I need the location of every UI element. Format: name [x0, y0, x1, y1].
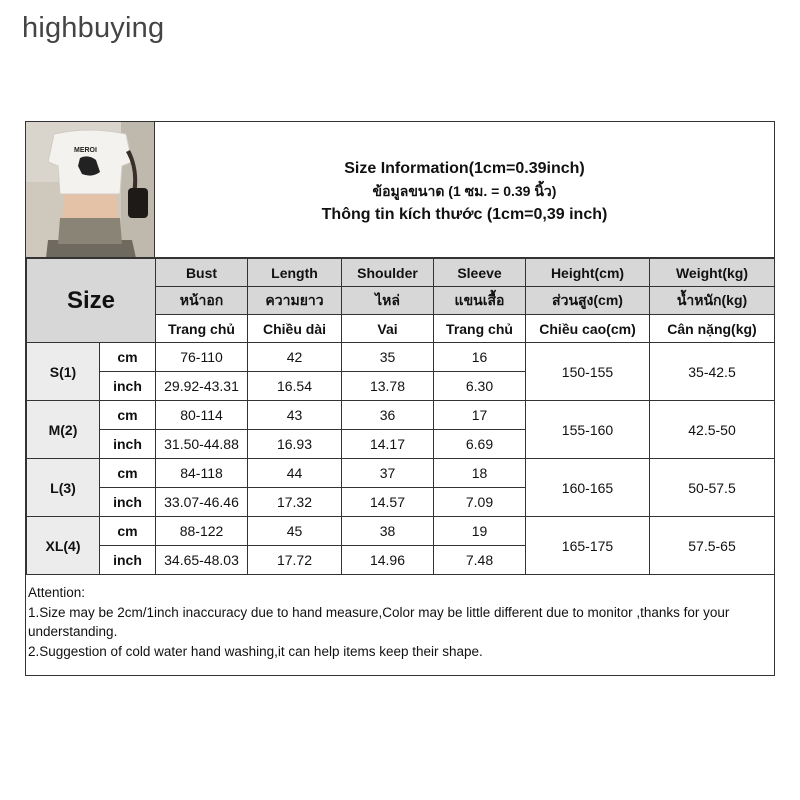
sleeve-value: 19	[434, 517, 526, 546]
unit-label: cm	[100, 343, 156, 372]
bust-value: 33.07-46.46	[156, 488, 248, 517]
height-value: 165-175	[526, 517, 650, 575]
col-header-height-en: Height(cm)	[526, 259, 650, 287]
size-label: L(3)	[27, 459, 100, 517]
height-value: 155-160	[526, 401, 650, 459]
unit-label: inch	[100, 430, 156, 459]
bust-value: 34.65-48.03	[156, 546, 248, 575]
unit-label: cm	[100, 459, 156, 488]
attention-note-2: 2.Suggestion of cold water hand washing,it can help items keep their shape.	[28, 643, 483, 659]
shoulder-value: 38	[342, 517, 434, 546]
weight-value: 57.5-65	[650, 517, 775, 575]
col-header-sleeve-en: Sleeve	[434, 259, 526, 287]
shoulder-value: 14.57	[342, 488, 434, 517]
shoulder-value: 36	[342, 401, 434, 430]
col-header-length-th: ความยาว	[248, 287, 342, 315]
shoulder-value: 14.17	[342, 430, 434, 459]
sleeve-value: 17	[434, 401, 526, 430]
shoulder-value: 37	[342, 459, 434, 488]
weight-value: 35-42.5	[650, 343, 775, 401]
length-value: 42	[248, 343, 342, 372]
col-header-height-vi: Chiều cao(cm)	[526, 315, 650, 343]
weight-value: 50-57.5	[650, 459, 775, 517]
size-label: M(2)	[27, 401, 100, 459]
unit-label: inch	[100, 546, 156, 575]
col-header-shoulder-th: ไหล่	[342, 287, 434, 315]
sleeve-value: 7.48	[434, 546, 526, 575]
bust-value: 84-118	[156, 459, 248, 488]
size-label: S(1)	[27, 343, 100, 401]
heading-english: Size Information(1cm=0.39inch)	[344, 160, 585, 177]
col-header-height-th: ส่วนสูง(cm)	[526, 287, 650, 315]
sleeve-value: 6.30	[434, 372, 526, 401]
size-chart	[25, 121, 775, 676]
col-header-sleeve-vi: Trang chủ	[434, 315, 526, 343]
sleeve-value: 16	[434, 343, 526, 372]
length-value: 43	[248, 401, 342, 430]
model-photo-illustration	[26, 122, 155, 258]
watermark-text: highbuying	[22, 12, 165, 44]
size-header: Size	[27, 259, 156, 343]
table-row	[27, 517, 775, 546]
unit-label: cm	[100, 401, 156, 430]
table-row	[27, 459, 775, 488]
length-value: 16.54	[248, 372, 342, 401]
length-value: 16.93	[248, 430, 342, 459]
heading-vietnamese: Thông tin kích thước (1cm=0,39 inch)	[321, 206, 608, 223]
size-label: XL(4)	[27, 517, 100, 575]
attention-note-1: 1.Size may be 2cm/1inch inaccuracy due to hand measure,Color may be little different due to monitor ,thanks for your understanding.	[28, 604, 730, 639]
attention-notes	[28, 583, 772, 661]
col-header-weight-vi: Cân nặng(kg)	[650, 315, 775, 343]
length-value: 44	[248, 459, 342, 488]
attention-title: Attention:	[28, 585, 86, 600]
col-header-shoulder-vi: Vai	[342, 315, 434, 343]
bust-value: 76-110	[156, 343, 248, 372]
bust-value: 31.50-44.88	[156, 430, 248, 459]
shoulder-value: 35	[342, 343, 434, 372]
length-value: 45	[248, 517, 342, 546]
bust-value: 29.92-43.31	[156, 372, 248, 401]
weight-value: 42.5-50	[650, 401, 775, 459]
table-row	[27, 401, 775, 430]
col-header-sleeve-th: แขนเสื้อ	[434, 287, 526, 315]
height-value: 150-155	[526, 343, 650, 401]
shoulder-value: 13.78	[342, 372, 434, 401]
sleeve-value: 18	[434, 459, 526, 488]
unit-label: inch	[100, 488, 156, 517]
shoulder-value: 14.96	[342, 546, 434, 575]
length-value: 17.32	[248, 488, 342, 517]
shirt-print-text: MEROI	[74, 147, 97, 154]
col-header-weight-en: Weight(kg)	[650, 259, 775, 287]
length-value: 17.72	[248, 546, 342, 575]
table-row	[27, 343, 775, 372]
bust-value: 88-122	[156, 517, 248, 546]
col-header-bust-vi: Trang chủ	[156, 315, 248, 343]
unit-label: cm	[100, 517, 156, 546]
size-info-heading	[155, 122, 774, 258]
col-header-length-vi: Chiều dài	[248, 315, 342, 343]
col-header-weight-th: น้ำหนัก(kg)	[650, 287, 775, 315]
bust-value: 80-114	[156, 401, 248, 430]
sleeve-value: 6.69	[434, 430, 526, 459]
col-header-shoulder-en: Shoulder	[342, 259, 434, 287]
col-header-bust-th: หน้าอก	[156, 287, 248, 315]
col-header-length-en: Length	[248, 259, 342, 287]
height-value: 160-165	[526, 459, 650, 517]
product-photo	[26, 122, 155, 258]
sleeve-value: 7.09	[434, 488, 526, 517]
unit-label: inch	[100, 372, 156, 401]
heading-thai: ข้อมูลขนาด (1 ซม. = 0.39 นิ้ว)	[372, 183, 557, 199]
col-header-bust-en: Bust	[156, 259, 248, 287]
size-table	[26, 258, 775, 575]
